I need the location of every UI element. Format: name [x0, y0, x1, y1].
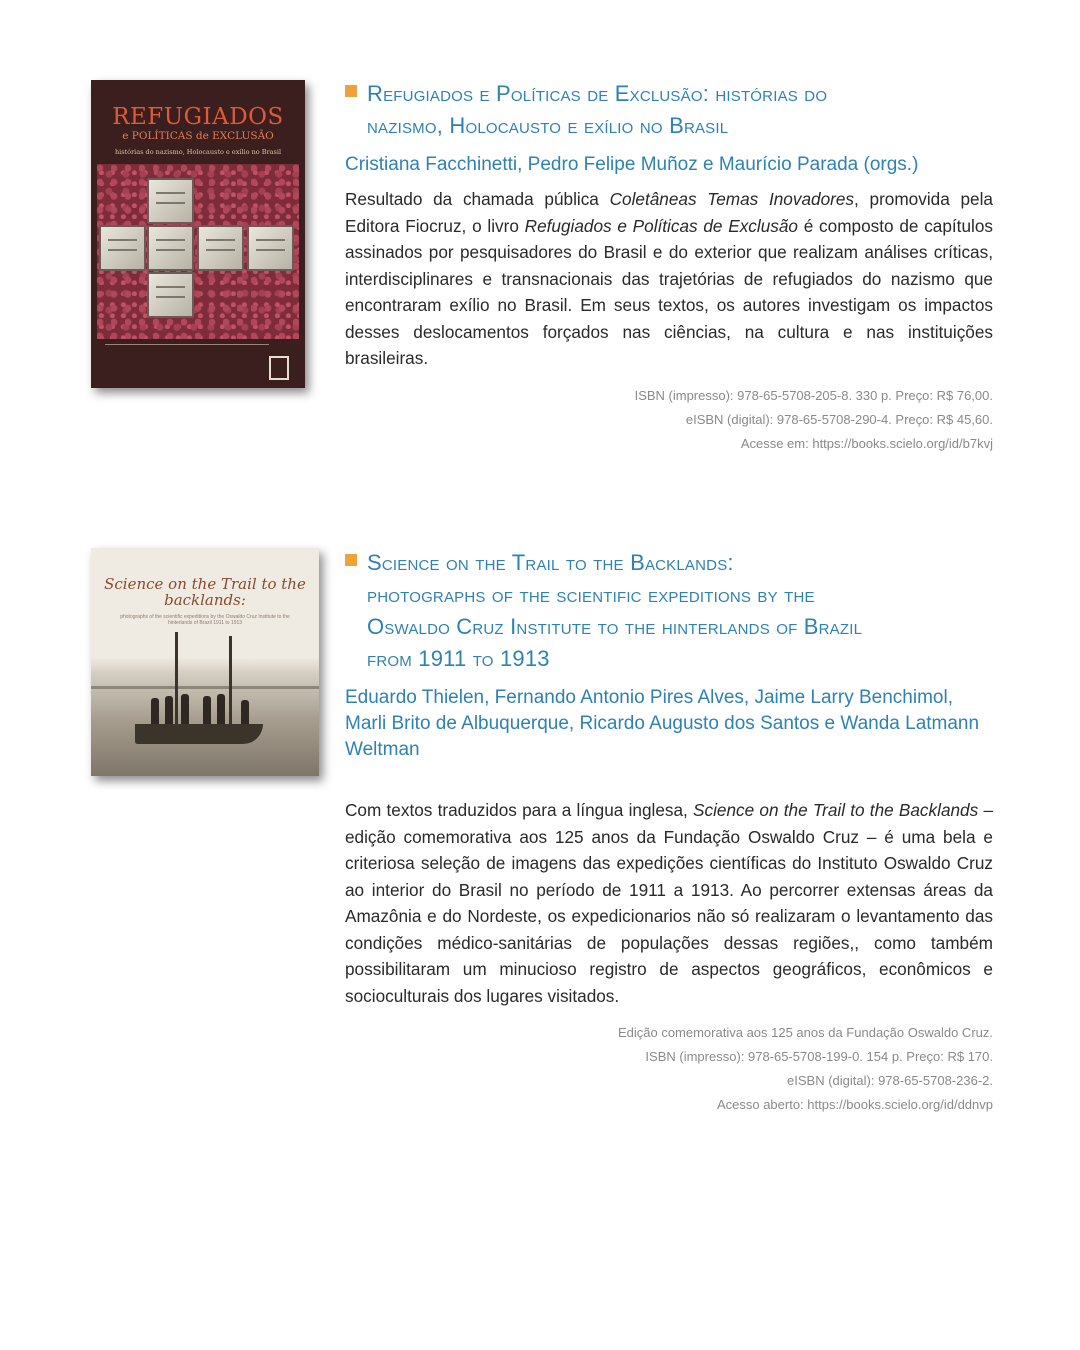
title-line: Oswaldo Cruz Institute to the hinterlands of Brazil: [367, 614, 863, 639]
title-line: from 1911 to 1913: [367, 646, 550, 671]
person-figure: [151, 698, 159, 726]
access-link[interactable]: Acesse em: https://books.scielo.org/id/b7kvj: [740, 435, 993, 451]
desc-italic: Refugiados e Políticas de Exclusão: [524, 215, 798, 236]
book-authors: Cristiana Facchinetti, Pedro Felipe Muñoz e Maurício Parada (orgs.): [345, 154, 919, 175]
edition-note: Edição comemorativa aos 125 anos da Fundação Oswaldo Cruz.: [617, 1025, 993, 1040]
desc-text: Resultado da chamada pública: [345, 189, 610, 209]
book-details: [345, 547, 993, 1117]
person-figure: [181, 694, 189, 726]
desc-text: Com textos traduzidos para a língua inglesa,: [345, 800, 694, 820]
boat-mast: [175, 632, 178, 728]
person-figure: [217, 694, 225, 726]
memorial-stone: [147, 225, 194, 271]
desc-text: é composto de capítulos assinados por pesquisadores do Brasil e do exterior que realizam análises críticas, interdisciplinares e transnacionais das trajetórias de refugiados do nazismo que encontraram exílio no Brasil. Em seus textos, os autores investigam os impactos desses deslocamentos forçados nas ciências, na cultura e nas instituições brasileiras.: [345, 215, 993, 368]
memorial-stone: [147, 178, 194, 224]
isbn-digital: eISBN (digital): 978-65-5708-236-2.: [787, 1073, 993, 1088]
title-line: photographs of the scientific expeditions by the: [367, 582, 815, 607]
book-cover-refugiados[interactable]: [91, 80, 305, 388]
title-line: Refugiados e Políticas de Exclusão: histórias do: [367, 81, 828, 106]
book-title[interactable]: [345, 547, 993, 675]
bullet-square-icon: [345, 554, 357, 566]
isbn-print: ISBN (impresso): 978-65-5708-205-8. 330 p. Preço: R$ 76,00.: [634, 387, 993, 403]
person-figure: [241, 700, 249, 726]
book-metadata: [345, 384, 993, 456]
boat-hull: [135, 724, 263, 744]
desc-italic: Science on the Trail to the Backlands: [693, 800, 979, 820]
book-metadata: [345, 1021, 993, 1117]
cover-footer-line: [105, 344, 269, 349]
isbn-digital: eISBN (digital): 978-65-5708-290-4. Preço: R$ 45,60.: [685, 411, 993, 427]
book-description: [345, 797, 993, 1009]
cover-title: Science on the Trail to the backlands:: [104, 575, 306, 609]
cover-title: REFUGIADOS: [112, 104, 284, 130]
memorial-stone: [247, 225, 294, 271]
boat-mast: [229, 636, 232, 728]
desc-text: , promovida pela Editora Fiocruz, o livro: [345, 189, 993, 236]
book-description: [345, 186, 993, 372]
access-link[interactable]: Acesso aberto: https://books.scielo.org/id/ddnvp: [716, 1097, 993, 1112]
isbn-print: ISBN (impresso): 978-65-5708-199-0. 154 p. Preço: R$ 170.: [645, 1049, 993, 1064]
cover-subtitle: photographs of the scientific expeditions by the Oswaldo Cruz Institute to the hinterlands of Brazil 1911 to 1913: [120, 614, 290, 626]
desc-italic: Coletâneas Temas Inovadores: [609, 189, 855, 209]
memorial-stone: [147, 272, 194, 318]
book-details: [345, 78, 993, 456]
person-figure: [203, 696, 211, 726]
publisher-logo-icon: [269, 356, 289, 380]
book-cover-science-trail[interactable]: [91, 548, 319, 776]
stolpersteine-image: [97, 164, 299, 339]
cover-tagline: histórias do nazismo, Holocausto e exílio no Brasil: [114, 148, 282, 156]
desc-text: – edição comemorativa aos 125 anos da Fundação Oswaldo Cruz – é uma bela e criteriosa seleção de imagens das expedições científicas do Instituto Oswaldo Cruz ao interior do Brasil no período de 1911 a 1913. Ao percorrer extensas áreas da Amazônia e do Nordeste, os expedicionarios não só realizaram o levantamento das condições médico-sanitárias de populações dessas regiões,, como também possibilitaram um minucioso registro de aspectos geográficos, econômicos e socioculturais dos lugares visitados.: [345, 800, 994, 1006]
book-title[interactable]: [345, 78, 993, 142]
horizon-shore: [91, 686, 319, 689]
bullet-square-icon: [345, 85, 357, 97]
person-figure: [165, 696, 173, 726]
cover-subtitle: e POLÍTICAS de EXCLUSÃO: [122, 130, 274, 142]
memorial-stone: [99, 225, 146, 271]
book-authors: Eduardo Thielen, Fernando Antonio Pires Alves, Jaime Larry Benchimol, Marli Brito de Albuquerque, Ricardo Augusto dos Santos e Wanda Latmann Weltman: [345, 687, 980, 760]
memorial-stone: [197, 225, 244, 271]
title-line: Science on the Trail to the Backlands:: [367, 550, 734, 575]
title-line: nazismo, Holocausto e exílio no Brasil: [367, 113, 729, 138]
